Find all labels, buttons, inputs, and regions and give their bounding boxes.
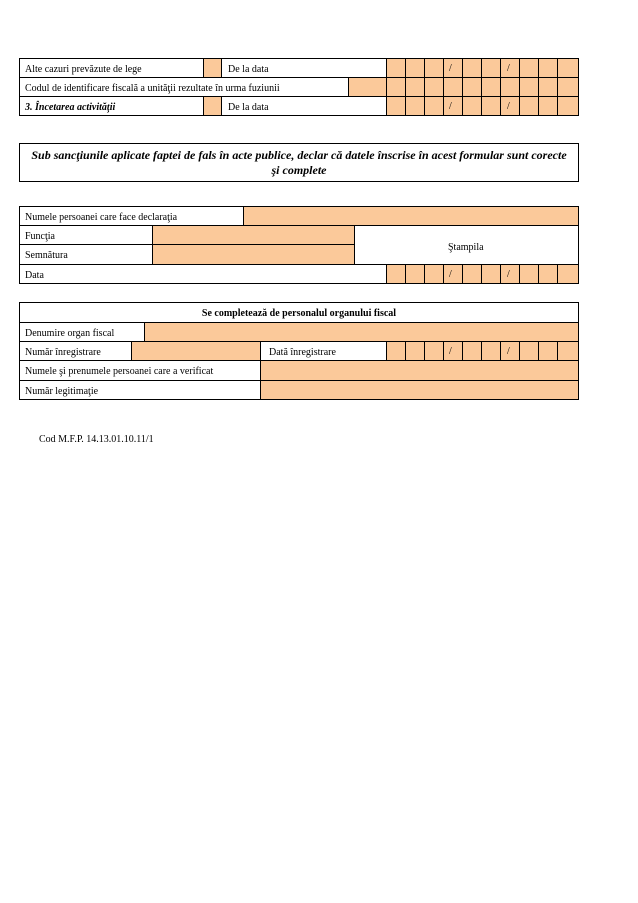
date-digit-box[interactable]: [538, 96, 558, 116]
date-digit-box[interactable]: [386, 58, 406, 78]
code-digit-box[interactable]: [481, 77, 501, 97]
date-digit-box[interactable]: [519, 341, 539, 361]
date-digit-box[interactable]: [500, 341, 520, 361]
reg-number-label: Număr înregistrare: [25, 347, 101, 358]
code-digit-box[interactable]: [538, 77, 558, 97]
date-digit-box[interactable]: [386, 341, 406, 361]
date-digit-box[interactable]: [443, 96, 463, 116]
date-digit-box[interactable]: [481, 58, 501, 78]
date-digit-box[interactable]: [462, 96, 482, 116]
signature-field[interactable]: [152, 244, 355, 265]
reg-number-field[interactable]: [131, 341, 261, 361]
date-digit-box[interactable]: [424, 58, 444, 78]
date-digit-box[interactable]: [481, 264, 501, 284]
fiscal-table: [19, 302, 579, 400]
row1-date-label: De la data: [228, 64, 269, 75]
row3-label: 3. Încetarea activităţii: [25, 102, 116, 113]
date-digit-box[interactable]: [538, 341, 558, 361]
date-digit-box[interactable]: [443, 341, 463, 361]
date-digit-box[interactable]: [557, 341, 579, 361]
section-top-table: [19, 58, 579, 116]
code-digit-box[interactable]: [386, 77, 406, 97]
date-separator: /: [507, 269, 510, 280]
authority-field[interactable]: [144, 322, 579, 342]
function-field[interactable]: [152, 225, 355, 245]
date-digit-box[interactable]: [405, 341, 425, 361]
signatory-date-field[interactable]: [386, 264, 579, 284]
date-digit-box[interactable]: [557, 58, 579, 78]
declaration-text: Sub sancţiunile aplicate faptei de fals în acte publice, declar că datele înscrise în acest formular sunt corecte şi complete: [31, 148, 567, 177]
date-digit-box[interactable]: [538, 264, 558, 284]
reg-date-label: Dată înregistrare: [269, 347, 336, 358]
date-digit-box[interactable]: [519, 264, 539, 284]
date-digit-box[interactable]: [500, 264, 520, 284]
date-digit-box[interactable]: [443, 264, 463, 284]
verifier-label: Numele şi prenumele persoanei care a verificat: [25, 366, 214, 377]
code-digit-box[interactable]: [462, 77, 482, 97]
function-label: Funcţia: [25, 231, 55, 242]
date-digit-box[interactable]: [386, 264, 406, 284]
date-digit-box[interactable]: [424, 341, 444, 361]
row1-check-field[interactable]: [203, 58, 222, 78]
date-digit-box[interactable]: [462, 341, 482, 361]
date-digit-box[interactable]: [481, 96, 501, 116]
fiscal-header: Se completează de personalul organului fiscal: [201, 308, 397, 319]
date-digit-box[interactable]: [424, 264, 444, 284]
row3-date-field[interactable]: [386, 96, 579, 116]
row3-date-label: De la data: [228, 102, 269, 113]
signature-label: Semnătura: [25, 250, 68, 261]
date-separator: /: [449, 346, 452, 357]
id-number-label: Număr legitimaţie: [25, 386, 99, 397]
date-digit-box[interactable]: [462, 58, 482, 78]
date-digit-box[interactable]: [443, 58, 463, 78]
date-label-cell: [19, 264, 387, 284]
date-digit-box[interactable]: [557, 96, 579, 116]
stamp-label: Ştampila: [448, 242, 484, 253]
date-digit-box[interactable]: [405, 264, 425, 284]
verifier-name-field[interactable]: [260, 360, 579, 381]
fiscal-code-digit-boxes[interactable]: [386, 77, 579, 97]
date-digit-box[interactable]: [500, 96, 520, 116]
code-digit-box[interactable]: [557, 77, 579, 97]
declarant-name-field[interactable]: [243, 206, 579, 226]
code-digit-box[interactable]: [519, 77, 539, 97]
date-separator: /: [449, 63, 452, 74]
row1-label: Alte cazuri prevăzute de lege: [25, 64, 142, 75]
date-digit-box[interactable]: [557, 264, 579, 284]
date-digit-box[interactable]: [519, 58, 539, 78]
date-digit-box[interactable]: [462, 264, 482, 284]
row1-date-field[interactable]: [386, 58, 579, 78]
reg-date-field[interactable]: [386, 341, 579, 361]
date-label: Data: [25, 270, 44, 281]
code-digit-box[interactable]: [500, 77, 520, 97]
authority-label: Denumire organ fiscal: [25, 328, 115, 339]
date-digit-box[interactable]: [405, 96, 425, 116]
id-number-field[interactable]: [260, 380, 579, 400]
date-digit-box[interactable]: [405, 58, 425, 78]
date-digit-box[interactable]: [538, 58, 558, 78]
code-digit-box[interactable]: [424, 77, 444, 97]
date-separator: /: [449, 101, 452, 112]
name-label: Numele persoanei care face declaraţia: [25, 212, 178, 223]
form-code: Cod M.F.P. 14.13.01.10.11/1: [39, 434, 154, 445]
date-digit-box[interactable]: [500, 58, 520, 78]
date-digit-box[interactable]: [386, 96, 406, 116]
code-digit-box[interactable]: [443, 77, 463, 97]
date-separator: /: [507, 101, 510, 112]
fiscal-code-field[interactable]: [348, 77, 387, 97]
row2-label: Codul de identificare fiscală a unităţii rezultate în urma fuziunii: [25, 83, 280, 94]
row3-check-field[interactable]: [203, 96, 222, 116]
signatory-table: [19, 206, 579, 284]
date-digit-box[interactable]: [424, 96, 444, 116]
date-separator: /: [507, 346, 510, 357]
code-digit-box[interactable]: [405, 77, 425, 97]
date-separator: /: [449, 269, 452, 280]
date-separator: /: [507, 63, 510, 74]
date-digit-box[interactable]: [481, 341, 501, 361]
date-digit-box[interactable]: [519, 96, 539, 116]
